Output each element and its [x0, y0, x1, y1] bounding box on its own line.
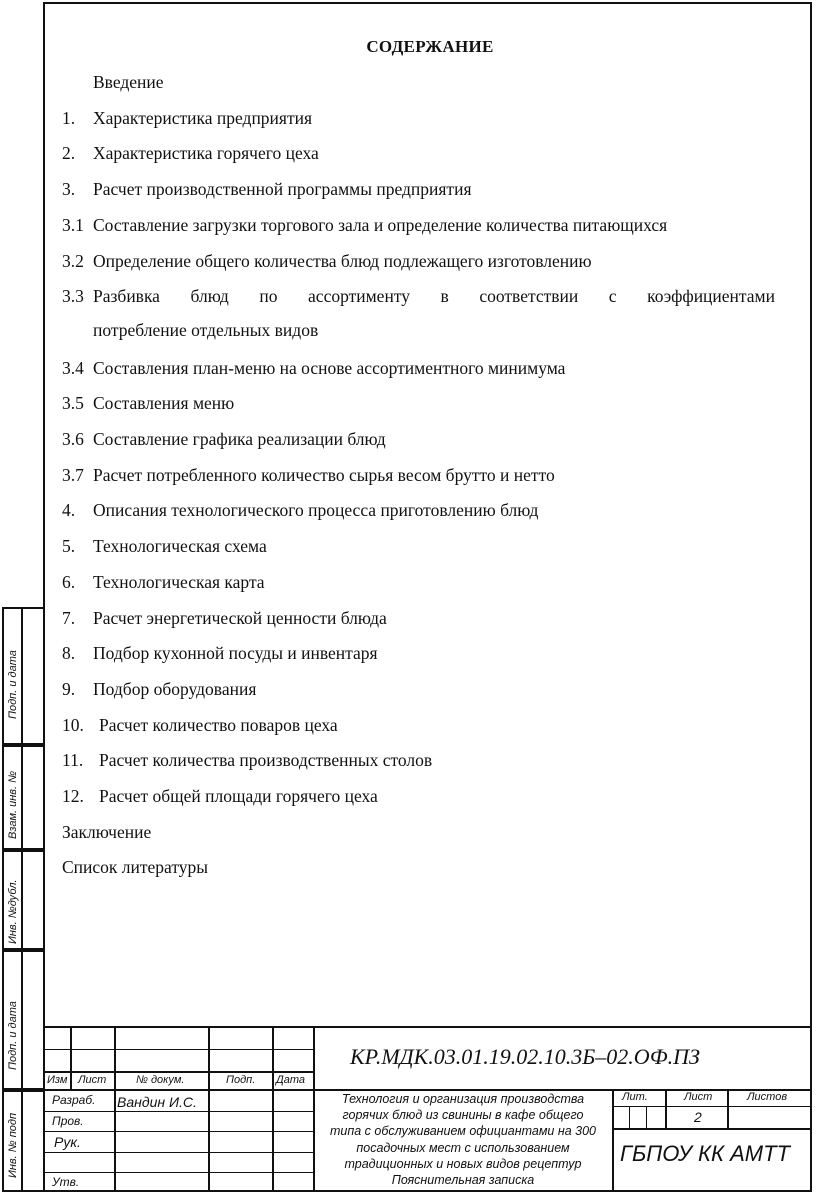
- stamp-right-line: [727, 1089, 729, 1128]
- toc-item-text: Расчет потребленного количество сырья весом брутто и нетто: [93, 464, 555, 485]
- toc-item-text: Определение общего количества блюд подлежащего изготовлению: [93, 250, 592, 271]
- document-code: КР.МДК.03.01.19.02.10.3Б–02.ОФ.ПЗ: [350, 1044, 700, 1069]
- toc-item-text: Введение: [93, 72, 164, 92]
- toc-item-number: 3.4: [62, 357, 84, 378]
- stamp-right-line: [629, 1106, 630, 1128]
- side-column-inv-orig: [2, 1090, 43, 1192]
- toc-item-text: Технологическая карта: [93, 571, 265, 592]
- stamp-col-line: [272, 1026, 274, 1192]
- sheet-label: Лист: [684, 1091, 713, 1103]
- toc-item-number: 3.2: [62, 250, 84, 271]
- side-label-inv-dup: Инв. №дубл.: [7, 879, 19, 944]
- stamp-col-line: [313, 1026, 315, 1192]
- description-line: Технология и организация производства: [341, 1092, 585, 1106]
- description-line: горячих блюд из свинины в кафе общего: [342, 1108, 584, 1123]
- sheet-number: 2: [694, 1109, 702, 1125]
- author-name: Вандин И.С.: [117, 1094, 197, 1110]
- toc-item-number: 7.: [62, 607, 76, 628]
- sheets-label: Листов: [747, 1091, 788, 1103]
- col-izm: Изм: [47, 1074, 68, 1086]
- side-column-replace-inv: [2, 745, 43, 850]
- toc-item-text: Расчет общей площади горячего цеха: [99, 786, 378, 806]
- toc-item-text: Расчет количества производственных столов: [99, 750, 433, 771]
- toc-item-text: Описания технологического процесса приготовлению блюд: [93, 500, 539, 521]
- page-title: СОДЕРЖАНИЕ: [366, 37, 494, 56]
- toc-item-number: 5.: [62, 536, 76, 557]
- side-column-inv-dup: [2, 850, 43, 950]
- toc-item-number: 12.: [62, 786, 84, 806]
- description-line: традиционных и новых видов рецептур: [344, 1156, 582, 1171]
- stamp-right-line: [665, 1089, 667, 1128]
- stamp-col-line: [208, 1026, 210, 1192]
- side-label-replace-inv: Взам. инв. №: [7, 770, 19, 839]
- toc-item-number: 3.7: [62, 464, 84, 485]
- stamp-col-line: [612, 1089, 614, 1192]
- toc-item-continuation: потребление отдельных видов: [93, 319, 319, 340]
- toc-item-text: Подбор оборудования: [93, 678, 257, 699]
- toc-item-number: 3.3: [62, 286, 84, 307]
- row-ruk: Рук.: [54, 1134, 81, 1150]
- col-doc: № докум.: [136, 1074, 185, 1086]
- toc-item-text: Характеристика предприятия: [93, 107, 313, 128]
- side-column-sign-date-bottom: [2, 950, 43, 1090]
- toc-item-text: Разбивка блюд по ассортименту в соответствии с коэффициентами: [93, 286, 775, 307]
- col-list: Лист: [78, 1074, 107, 1086]
- side-column-sign-date-top: [2, 607, 43, 745]
- toc-item-number: 8.: [62, 643, 76, 664]
- toc-item-number: 3.: [62, 179, 76, 200]
- toc-item-text: Список литературы: [62, 857, 209, 878]
- toc-item-text: Расчет количество поваров цеха: [99, 714, 338, 735]
- toc-item-text: Составления меню: [93, 393, 235, 414]
- toc-item-text: Заключение: [62, 821, 152, 842]
- description-line: типа с обслуживанием официантами на 300: [329, 1124, 596, 1139]
- stamp-top-line: [43, 1026, 812, 1028]
- row-utv: Утв.: [52, 1175, 80, 1189]
- toc-item-number: 10.: [62, 714, 84, 735]
- toc-item-text: Составление загрузки торгового зала и определение количества питающихся: [93, 214, 668, 235]
- stamp-right-line: [612, 1106, 812, 1107]
- toc-item-number: 2.: [62, 143, 76, 164]
- toc-item-text: Составление графика реализации блюд: [93, 429, 386, 449]
- toc-item-text: Составления план-меню на основе ассортиментного минимума: [93, 357, 566, 378]
- toc-item-text: Технологическая схема: [93, 536, 267, 557]
- toc-item-text: Расчет производственной программы предприятия: [93, 179, 472, 200]
- toc-item-text: Подбор кухонной посуды и инвентаря: [93, 643, 378, 664]
- description-line: посадочных мест с использованием: [356, 1140, 570, 1155]
- col-sign: Подп.: [226, 1074, 256, 1086]
- col-date: Дата: [276, 1074, 306, 1086]
- toc-item-number: 1.: [62, 107, 76, 128]
- stamp-col-line: [114, 1026, 116, 1192]
- stamp-col-line: [70, 1026, 72, 1089]
- toc-item-text: Расчет энергетической ценности блюда: [93, 607, 387, 628]
- toc-item-number: 4.: [62, 500, 76, 521]
- description-line: Пояснительная записка: [391, 1173, 535, 1187]
- toc-item-number: 6.: [62, 571, 76, 592]
- organization-name: ГБПОУ КК АМТТ: [620, 1141, 790, 1166]
- toc-item-number: 3.6: [62, 429, 84, 449]
- toc-item-number: 9.: [62, 678, 76, 699]
- side-label-inv-orig: Инв. № подп: [7, 1112, 19, 1178]
- side-label-sign-date-bottom: Подп. и дата: [7, 1001, 19, 1070]
- toc-item-number: 3.5: [62, 393, 84, 414]
- row-razrab: Разраб.: [52, 1093, 96, 1107]
- stamp-right-line: [612, 1128, 812, 1130]
- toc-item-number: 11.: [62, 750, 84, 771]
- row-prov: Пров.: [52, 1114, 84, 1128]
- lit-label: Лит.: [622, 1091, 648, 1103]
- stamp-right-line: [646, 1106, 647, 1128]
- side-label-sign-date-top: Подп. и дата: [7, 650, 19, 719]
- toc-item-number: 3.1: [62, 214, 84, 235]
- toc-item-text: Характеристика горячего цеха: [93, 143, 319, 164]
